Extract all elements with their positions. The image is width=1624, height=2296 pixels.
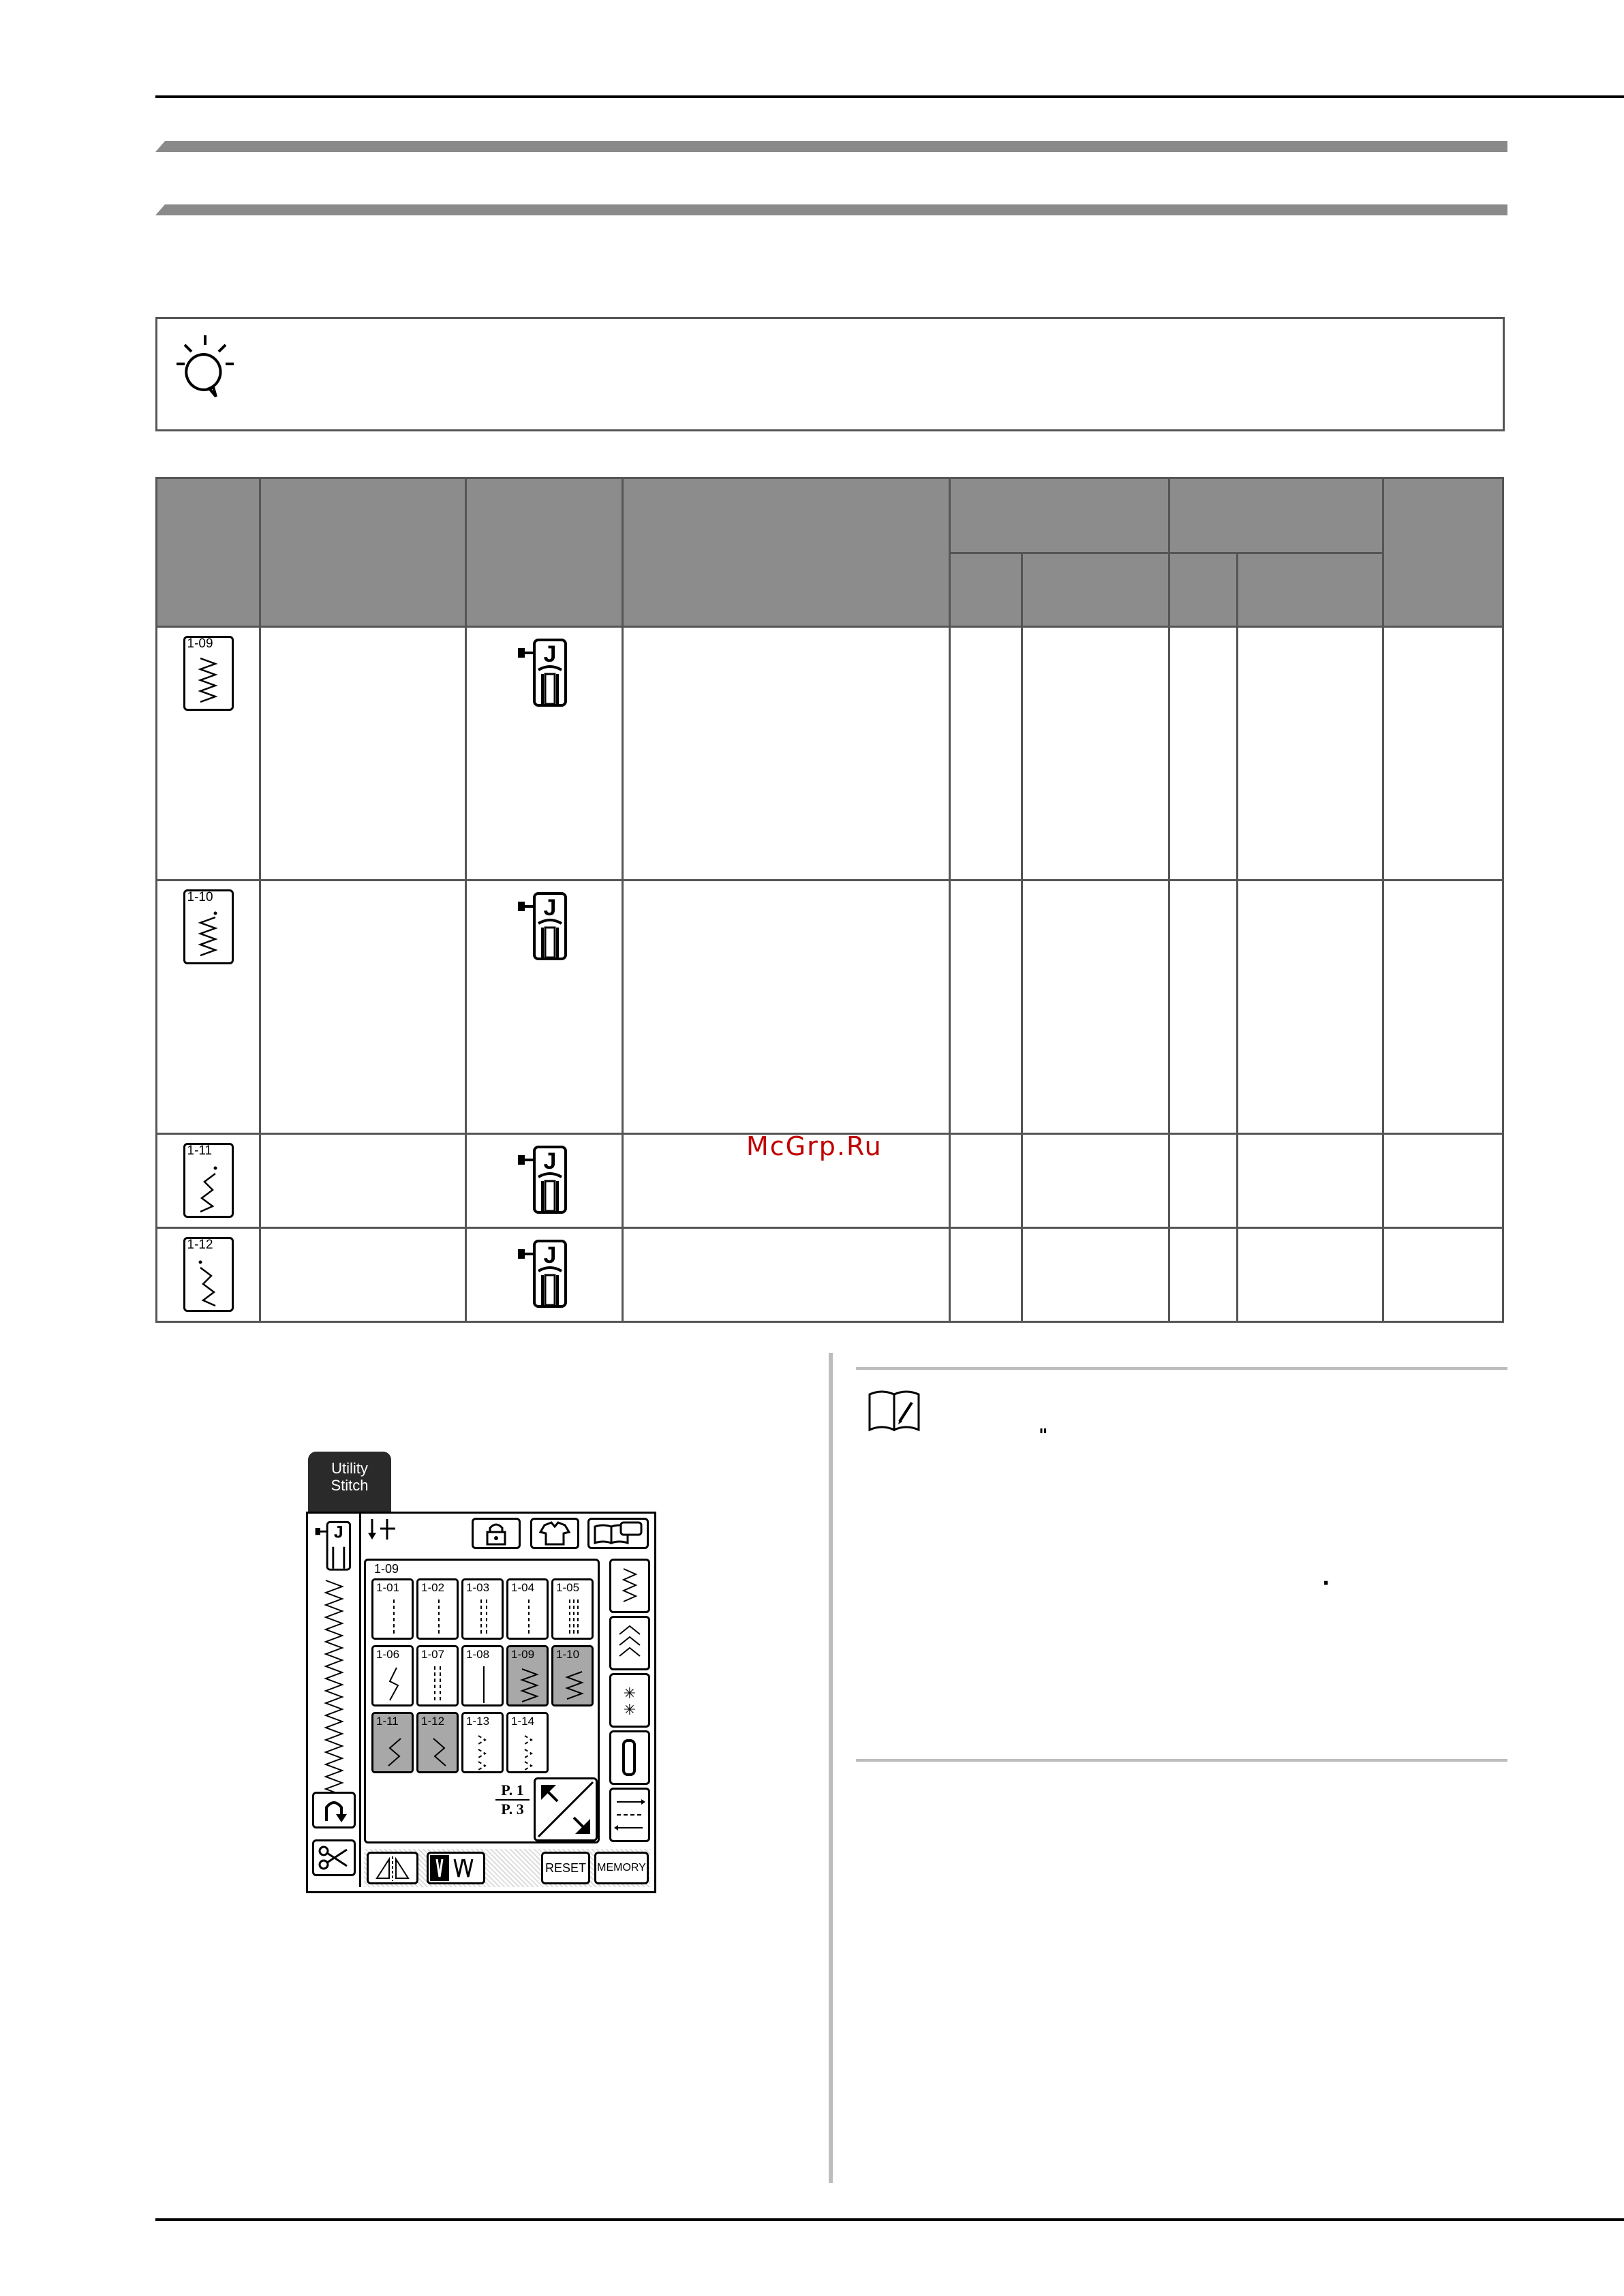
pattern-key-stitch-icon: [560, 1595, 589, 1639]
header-length: [1169, 478, 1383, 553]
foot-cell: [466, 1134, 623, 1228]
length-auto-cell: [1169, 1228, 1238, 1322]
title-bar-bottom: [155, 204, 1507, 215]
pattern-key-number: 1-02: [421, 1581, 445, 1594]
title-bar-top: [155, 141, 1507, 152]
header-length-manual: [1238, 553, 1383, 627]
pattern-key-stitch-icon: [425, 1729, 454, 1773]
pattern-key-stitch-icon: [380, 1662, 409, 1706]
application-cell: [623, 1228, 950, 1322]
length-manual-cell: [1238, 881, 1383, 1134]
stitch-zigzag-dotted-icon: 1-10: [183, 889, 234, 964]
pattern-key-stitch-icon: [380, 1595, 409, 1639]
watermark: McGrp.Ru: [746, 1131, 883, 1161]
buttonhole-icon: [611, 1732, 648, 1783]
memo-bottom-rule: [856, 1759, 1507, 1762]
length-auto-cell: [1169, 881, 1238, 1134]
pattern-key-number: 1-06: [376, 1648, 400, 1661]
pattern-key-1-10[interactable]: [551, 1645, 594, 1706]
pattern-key-1-04[interactable]: [506, 1578, 549, 1640]
lock-button[interactable]: [472, 1518, 521, 1549]
pattern-key-number: 1-13: [466, 1715, 490, 1728]
length-manual-cell: [1238, 1228, 1383, 1322]
header-pattern: [157, 478, 260, 627]
stitch-zigzag-icon: 1-09: [183, 636, 234, 711]
mirror-button[interactable]: [367, 1852, 418, 1884]
twin-cell: [1383, 1228, 1503, 1322]
header-width-auto: [950, 553, 1022, 627]
header-twin: [1383, 478, 1503, 627]
pattern-key-number: 1-05: [556, 1581, 580, 1594]
svg-text:✳: ✳: [623, 1685, 637, 1702]
presser-foot-j-icon: [514, 889, 575, 964]
pattern-key-number: 1-07: [421, 1648, 445, 1661]
scissors-icon: [314, 1841, 354, 1874]
pattern-cell: [157, 627, 260, 881]
chevron-stitch-icon: [611, 1618, 648, 1668]
book-icon: [589, 1520, 647, 1547]
page-current: P. 1: [495, 1781, 530, 1801]
twin-needle-icon: [429, 1854, 483, 1882]
presser-foot-j-icon: [311, 1519, 358, 1574]
pattern-key-1-01[interactable]: [371, 1578, 414, 1640]
pattern-key-number: 1-04: [511, 1581, 535, 1594]
pattern-key-stitch-icon: [425, 1662, 454, 1706]
pattern-key-number: 1-03: [466, 1581, 490, 1594]
top-rule: [155, 95, 1624, 98]
length-manual-cell: [1238, 627, 1383, 881]
table-row: [157, 881, 1503, 1134]
width-manual-cell: [1022, 1134, 1169, 1228]
svg-text:J: J: [543, 895, 556, 921]
svg-text:J: J: [543, 1242, 556, 1268]
name-cell: [260, 881, 466, 1134]
twin-cell: [1383, 627, 1503, 881]
presser-foot-j-icon: [514, 1237, 575, 1312]
header-name: [260, 478, 466, 627]
stitch-table: [155, 477, 1504, 1323]
page-indicator: [495, 1781, 530, 1818]
page-scroll-button[interactable]: [534, 1777, 598, 1841]
name-cell: [260, 1228, 466, 1322]
pattern-key-1-11[interactable]: [371, 1712, 414, 1773]
application-cell: [623, 881, 950, 1134]
svg-text:✳: ✳: [623, 1702, 637, 1719]
pattern-key-number: 1-11: [376, 1715, 399, 1728]
pattern-key-1-05[interactable]: [551, 1578, 594, 1640]
svg-text:J: J: [543, 641, 556, 667]
length-auto-cell: [1169, 1134, 1238, 1228]
application-cell: [623, 627, 950, 881]
presser-foot-j-icon: [514, 636, 575, 711]
header-width-manual: [1022, 553, 1169, 627]
pattern-key-number: 1-09: [511, 1648, 535, 1661]
table-row: [157, 627, 1503, 881]
name-cell: [260, 1134, 466, 1228]
pattern-cell: [157, 1134, 260, 1228]
column-divider: [829, 1353, 833, 2183]
lightbulb-icon: [171, 330, 239, 405]
twin-needle-button[interactable]: [427, 1852, 485, 1884]
presser-foot-j-icon: [514, 1143, 575, 1218]
category-tab-zigzag[interactable]: [609, 1559, 650, 1613]
pattern-key-number: 1-12: [421, 1715, 445, 1728]
pattern-cell: [157, 881, 260, 1134]
length-auto-cell: [1169, 627, 1238, 881]
mirror-icon: [369, 1854, 416, 1882]
pattern-key-1-07[interactable]: [416, 1645, 459, 1706]
reverse-stitch-button[interactable]: [312, 1792, 356, 1828]
pattern-key-stitch-icon: [470, 1729, 499, 1773]
zigzag-category-icon: [611, 1561, 648, 1611]
category-tab-direction[interactable]: [609, 1788, 650, 1842]
width-auto-cell: [950, 1134, 1022, 1228]
selected-pattern-number: 1-09: [374, 1562, 399, 1576]
pattern-key-1-02[interactable]: [416, 1578, 459, 1640]
pattern-key-1-09[interactable]: [506, 1645, 549, 1706]
pattern-key-stitch-icon: [515, 1729, 544, 1773]
memo-mark-quote: ": [1039, 1426, 1048, 1446]
table-header-row-1: [157, 478, 1503, 553]
pattern-grid-panel: [364, 1559, 600, 1843]
svg-text:J: J: [333, 1523, 343, 1542]
stitch-zigzag-small-reverse-icon: 1-12: [183, 1237, 234, 1312]
page-total: P. 3: [501, 1801, 524, 1818]
width-manual-cell: [1022, 881, 1169, 1134]
pattern-key-1-13[interactable]: [461, 1712, 504, 1773]
category-tab-chevron[interactable]: [609, 1616, 650, 1670]
pattern-cell: [157, 1228, 260, 1322]
foot-cell: [466, 881, 623, 1134]
page-arrows-icon: [536, 1779, 596, 1839]
twin-cell: [1383, 1134, 1503, 1228]
length-manual-cell: [1238, 1134, 1383, 1228]
memo-top-rule: [856, 1367, 1507, 1370]
memo-mark-dot: ·: [1322, 1572, 1330, 1595]
pattern-key-stitch-icon: [560, 1662, 589, 1706]
pattern-key-stitch-icon: [425, 1595, 454, 1639]
header-length-auto: [1169, 553, 1238, 627]
pattern-key-1-08[interactable]: [461, 1645, 504, 1706]
width-auto-cell: [950, 1228, 1022, 1322]
needle-position-icon: [365, 1516, 406, 1544]
pattern-key-number: 1-10: [556, 1648, 580, 1661]
pattern-key-stitch-icon: [380, 1729, 409, 1773]
reverse-arrow-icon: [314, 1794, 354, 1826]
category-tab-decorative[interactable]: [609, 1673, 650, 1728]
pattern-key-stitch-icon: [515, 1662, 544, 1706]
note-box: [155, 317, 1505, 431]
memory-button[interactable]: MEMORY: [594, 1852, 649, 1884]
twin-cell: [1383, 881, 1503, 1134]
width-auto-cell: [950, 881, 1022, 1134]
pattern-key-1-14[interactable]: [506, 1712, 549, 1773]
direction-arrows-icon: [611, 1790, 648, 1840]
header-width: [950, 478, 1169, 553]
bottom-rule: [155, 2218, 1624, 2221]
pattern-key-1-03[interactable]: [461, 1578, 504, 1640]
stitch-zigzag-small-icon: 1-11: [183, 1143, 234, 1218]
name-cell: [260, 627, 466, 881]
lcd-screen: [306, 1512, 656, 1893]
thread-cutter-button[interactable]: [312, 1839, 356, 1876]
svg-text:J: J: [543, 1148, 556, 1174]
reset-button[interactable]: RESET: [541, 1852, 590, 1884]
foot-cell: [466, 627, 623, 881]
header-application: [623, 478, 950, 627]
pattern-key-1-06[interactable]: [371, 1645, 414, 1706]
pattern-key-1-12[interactable]: [416, 1712, 459, 1773]
pattern-key-number: 1-14: [511, 1715, 535, 1728]
stitch-preview-panel: [308, 1514, 361, 1887]
width-auto-cell: [950, 627, 1022, 881]
utility-stitch-tab[interactable]: Utility Stitch: [308, 1452, 391, 1512]
foot-cell: [466, 1228, 623, 1322]
shirt-icon: [532, 1520, 577, 1547]
category-tab-buttonhole[interactable]: [609, 1730, 650, 1785]
pattern-key-number: 1-01: [376, 1581, 400, 1594]
header-foot: [466, 478, 623, 627]
pattern-key-stitch-icon: [470, 1595, 499, 1639]
table-row: [157, 1228, 1503, 1322]
foot-settings-button[interactable]: [530, 1518, 579, 1549]
help-book-button[interactable]: [587, 1518, 649, 1549]
pattern-key-stitch-icon: [515, 1595, 544, 1639]
pattern-key-number: 1-08: [466, 1648, 490, 1661]
star-stitch-icon: [611, 1675, 648, 1726]
pattern-key-stitch-icon: [470, 1662, 499, 1706]
width-manual-cell: [1022, 1228, 1169, 1322]
width-manual-cell: [1022, 627, 1169, 881]
memo-book-icon: [867, 1388, 921, 1435]
lock-icon: [474, 1520, 519, 1547]
